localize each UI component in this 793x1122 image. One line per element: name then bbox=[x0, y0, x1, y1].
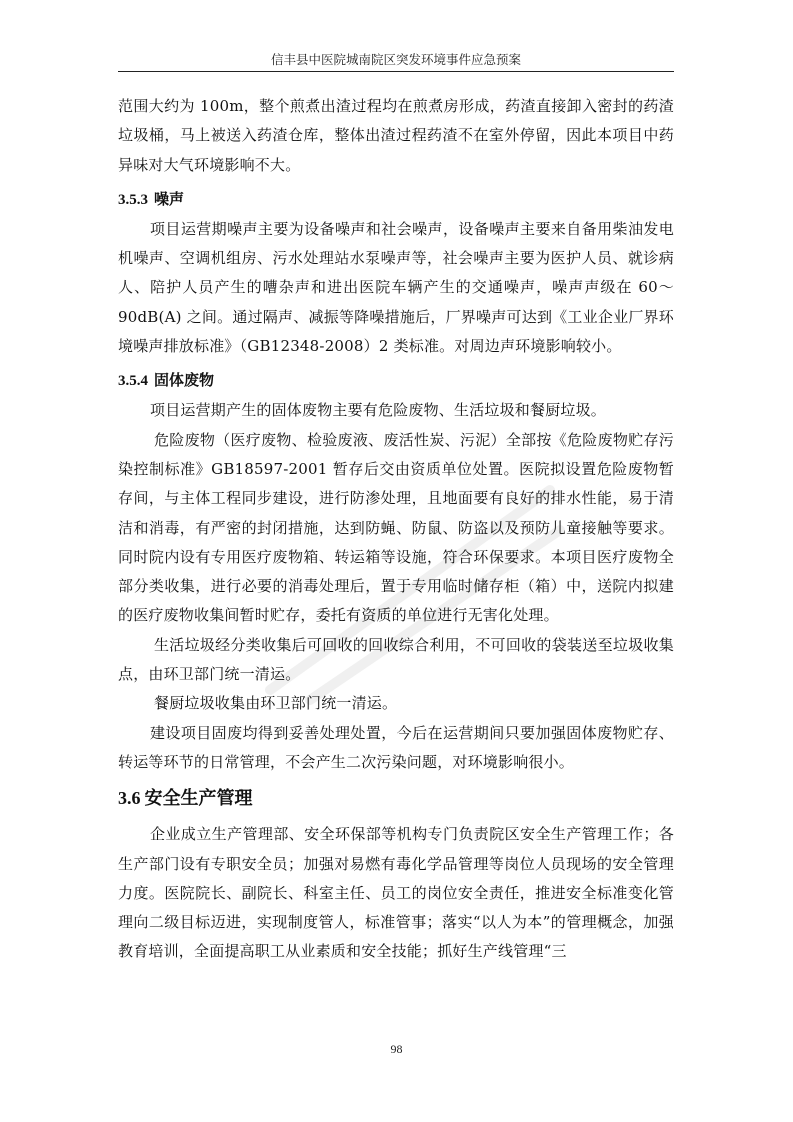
page-header-title: 信丰县中医院城南院区突发环境事件应急预案 bbox=[270, 52, 521, 67]
section-title: 固体废物 bbox=[154, 371, 215, 390]
paragraph-solid-waste-intro: 项目运营期产生的固体废物主要有危险废物、生活垃圾和餐厨垃圾。 bbox=[150, 401, 607, 420]
section-heading-safety bbox=[118, 783, 674, 814]
paragraph-safety-management: 企业成立生产管理部、安全环保部等机构专门负责院区安全生产管理工作；各生产部门设有专职安全员；加强对易燃有毒化学品管理等岗位人员现场的安全管理力度。医院院长、副院长、科室主任、员工的岗位安全责任，推进安全标准变化管理向二级目标迈进，实现制度管人，标准管事；落实“以人为本”的管理概念，加强教育培训，全面提高职工从业素质和安全技能；抓好生产线管理“三 bbox=[118, 825, 674, 961]
paragraph-noise: 项目运营期噪声主要为设备噪声和社会噪声，设备噪声主要来自备用柴油发电机噪声、空调机组房、污水处理站水泵噪声等，社会噪声主要为医护人员、就诊病人、陪护人员产生的嘈杂声和进出医院车辆产生的交通噪声，噪声声级在 60～90dB(A) 之间。通过隔声、减振等降噪措施后，厂界噪声可达到《工业企业厂界环境噪声排放标准》（GB12348-2008）2 类标准。对周边声环境影响较小。 bbox=[118, 219, 674, 356]
section-heading-noise bbox=[118, 186, 674, 213]
paragraph-domestic-waste: 生活垃圾经分类收集后可回收的回收综合利用，不可回收的袋装送至垃圾收集点，由环卫部门统一清运。 bbox=[118, 635, 674, 684]
page-number: 98 bbox=[390, 1042, 403, 1056]
section-heading-solid-waste bbox=[118, 367, 674, 394]
paragraph-hazardous-waste: 危险废物（医疗废物、检验废液、废活性炭、污泥）全部按《危险废物贮存污染控制标准》GB18597-2001 暂存后交由资质单位处置。医院拟设置危险废物暂存间，与主体工程同步建设，进行防渗处理，且地面要有良好的排水性能，易于清洁和消毒，有严密的封闭措施，达到防蝇、防鼠、防盗以及预防儿童接触等要求。同时院内设有专用医疗废物箱、转运箱等设施，符合环保要求。本项目医疗废物全部分类收集，进行必要的消毒处理后，置于专用临时储存柜（箱）中，送院内拟建的医疗废物收集间暂时贮存，委托有资质的单位进行无害化处理。 bbox=[118, 430, 674, 625]
paragraph-waste-summary: 建设项目固废均得到妥善处理处置，今后在运营期间只要加强固体废物贮存、转运等环节的日常管理，不会产生二次污染问题，对环境影响很小。 bbox=[118, 723, 674, 771]
section-title: 噪声 bbox=[154, 189, 185, 208]
section-title: 安全生产管理 bbox=[144, 788, 253, 810]
section-number: 3.6 bbox=[118, 788, 141, 809]
header-rule bbox=[118, 71, 674, 72]
section-number: 3.5.3 bbox=[118, 191, 148, 208]
paragraph-kitchen-waste: 餐厨垃圾收集由环卫部门统一清运。 bbox=[154, 694, 398, 713]
section-number: 3.5.4 bbox=[118, 373, 148, 390]
paragraph-odor-impact: 范围大约为 100m，整个煎煮出渣过程均在煎煮房形成，药渣直接卸入密封的药渣垃圾桶，马上被送入药渣仓库，整体出渣过程药渣不在室外停留，因此本项目中药异味对大气环境影响不大。 bbox=[118, 97, 674, 174]
document-body bbox=[118, 92, 674, 967]
